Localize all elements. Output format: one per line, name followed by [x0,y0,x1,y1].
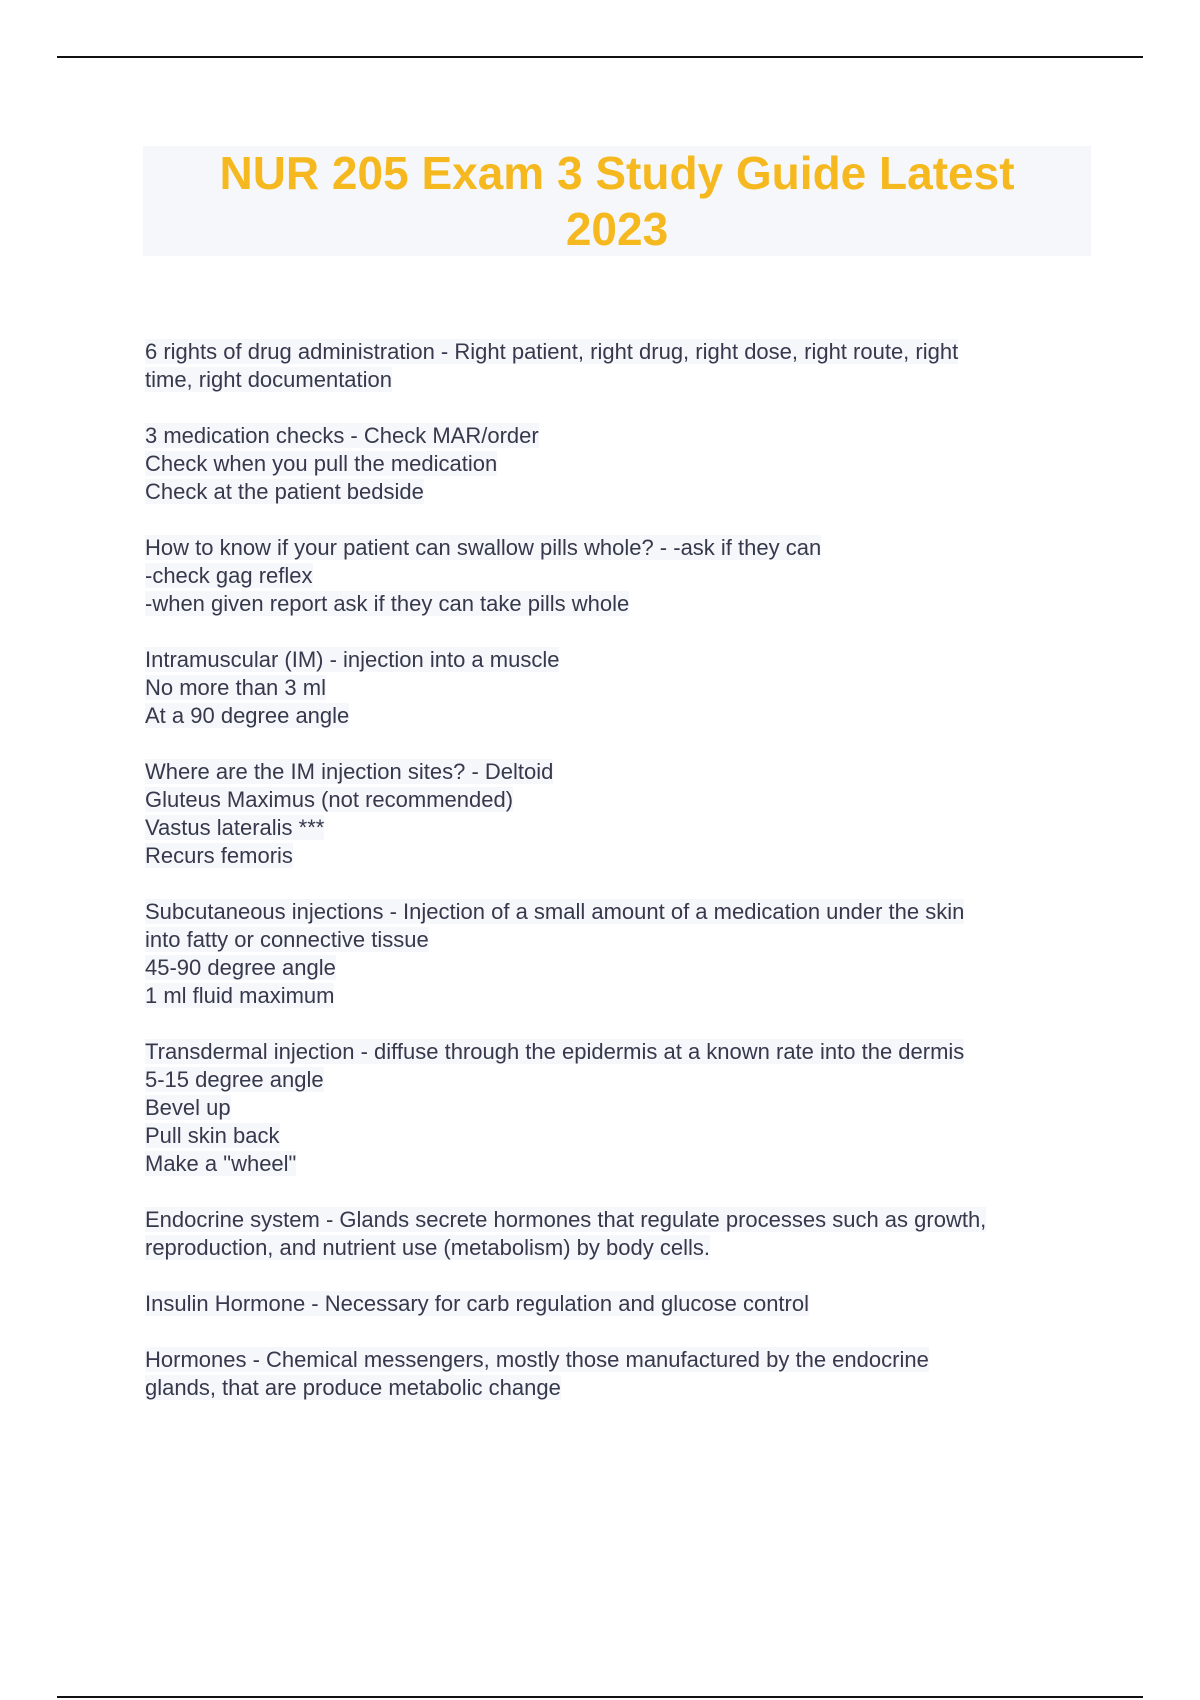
flashcard-1 [145,338,1085,394]
card-line: Bevel up [145,1095,231,1120]
flashcard-7 [145,1038,1085,1178]
card-line: Hormones - Chemical messengers, mostly those manufactured by the endocrine [145,1347,929,1372]
card-line: Vastus lateralis *** [145,815,325,840]
card-line: reproduction, and nutrient use (metabolism) by body cells. [145,1235,710,1260]
flashcard-3 [145,534,1085,618]
top-rule [57,56,1143,58]
card-line: At a 90 degree angle [145,703,350,728]
card-line: 1 ml fluid maximum [145,983,335,1008]
card-line: Insulin Hormone - Necessary for carb regulation and glucose control [145,1291,809,1316]
flashcard-10 [145,1346,1085,1402]
card-line: Where are the IM injection sites? - Deltoid [145,759,554,784]
card-line: Intramuscular (IM) - injection into a muscle [145,647,560,672]
card-line: Subcutaneous injections - Injection of a small amount of a medication under the skin [145,899,965,924]
card-line: Check when you pull the medication [145,451,498,476]
study-guide-content [145,338,1085,1430]
card-line: Recurs femoris [145,843,293,868]
title-banner [143,146,1091,256]
card-line: time, right documentation [145,367,393,392]
card-line: glands, that are produce metabolic change [145,1375,561,1400]
card-line: -check gag reflex [145,563,313,588]
card-line: Gluteus Maximus (not recommended) [145,787,514,812]
card-line: 3 medication checks - Check MAR/order [145,423,539,448]
card-line: 45-90 degree angle [145,955,336,980]
card-line: Check at the patient bedside [145,479,424,504]
page-title: NUR 205 Exam 3 Study Guide Latest 2023 [219,147,1015,255]
card-line: 6 rights of drug administration - Right patient, right drug, right dose, right route, right [145,339,959,364]
flashcard-2 [145,422,1085,506]
flashcard-6 [145,898,1085,1010]
card-line: No more than 3 ml [145,675,326,700]
card-line: Transdermal injection - diffuse through the epidermis at a known rate into the dermis [145,1039,965,1064]
card-line: How to know if your patient can swallow pills whole? - -ask if they can [145,535,822,560]
card-line: Make a "wheel" [145,1151,297,1176]
card-line: 5-15 degree angle [145,1067,324,1092]
card-line: -when given report ask if they can take pills whole [145,591,630,616]
flashcard-8 [145,1206,1085,1262]
card-line: Endocrine system - Glands secrete hormones that regulate processes such as growth, [145,1207,987,1232]
card-line: Pull skin back [145,1123,280,1148]
card-line: into fatty or connective tissue [145,927,429,952]
bottom-rule [57,1696,1143,1698]
flashcard-5 [145,758,1085,870]
flashcard-4 [145,646,1085,730]
flashcard-9 [145,1290,1085,1318]
